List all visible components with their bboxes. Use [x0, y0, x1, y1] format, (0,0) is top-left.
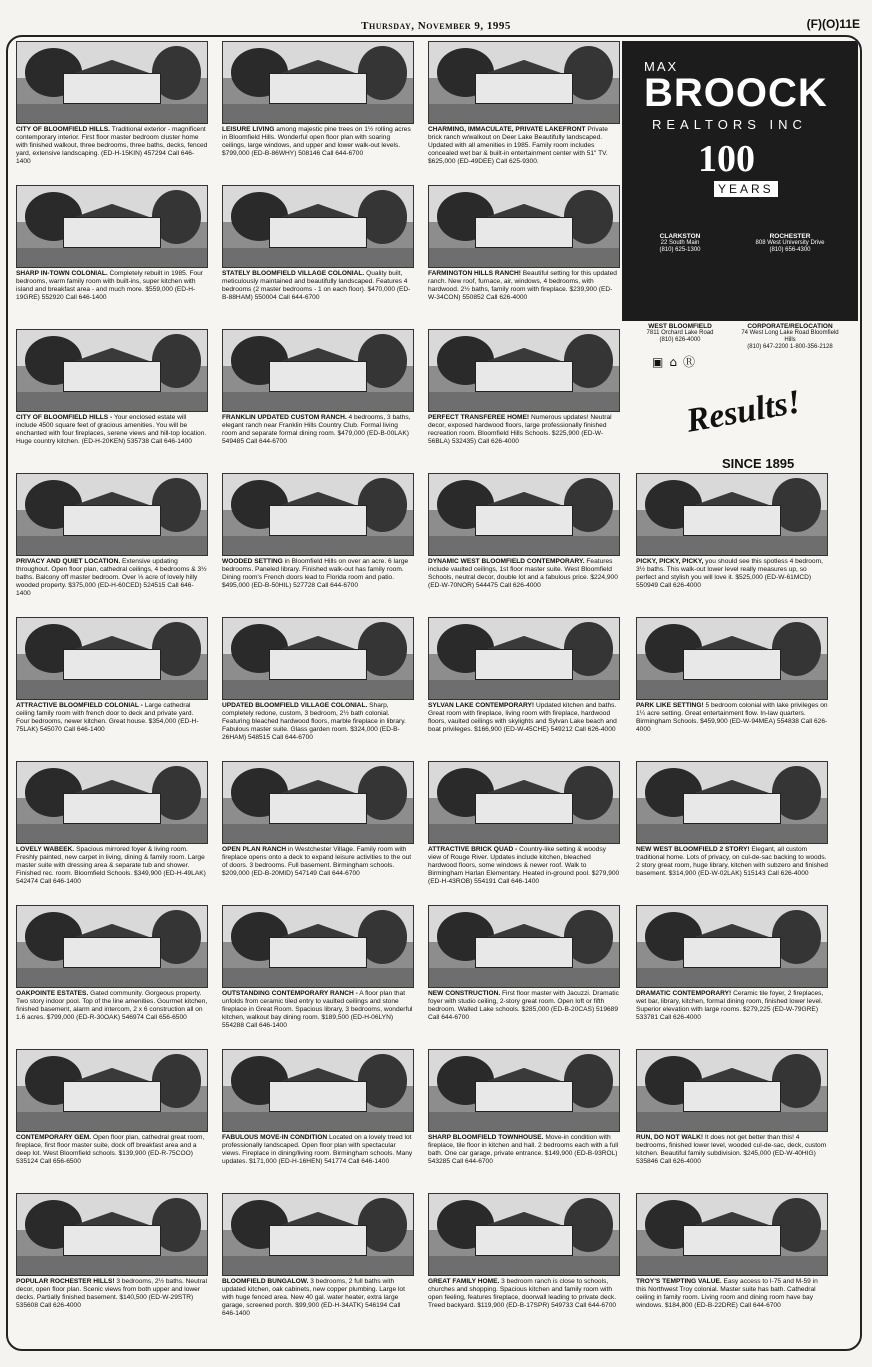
listing-caption [428, 558, 620, 590]
house-photo [16, 1049, 208, 1132]
listing-description: First floor master with Jacuzzi. Dramatic foyer with studio ceiling, 2-story great room. Open loft or fifth bedroom. Walled Lake schools. $285,000 (ED-B-20CAS) 519689 Call 644-6700 [428, 990, 619, 1021]
listing-headline: POPULAR ROCHESTER HILLS! [16, 1278, 115, 1285]
anniversary-number: 100 [698, 138, 755, 180]
house-photo [222, 1049, 414, 1132]
house-photo [222, 41, 414, 124]
listing-description: in Westchester Village. Family room with fireplace opens onto a deck to expand leisure activities to the out of doors. 3 bedrooms. Full basement. Birmingham schools. $209,000 (ED-B-20MID) 547149 Call 644-6700 [222, 846, 412, 877]
listing-card [222, 329, 414, 472]
listing-description: Open floor plan, cathedral great room, fireplace, first floor master suite, dock off breakfast area and a deep lot. West Bloomfield schools. $139,900 (ED-R-75COO) 535124 Call 656-6500 [16, 1134, 205, 1165]
listing-headline: PARK LIKE SETTING! [636, 702, 704, 709]
listing-description: It does not get better than this! 4 bedrooms, finished lower level, wooded cul-de-sac, deck, custom kitchen. Beautiful family subdivision. $245,000 (ED-W-40HIG) 535846 Call 626-4000 [636, 1134, 827, 1165]
listing-card [222, 617, 414, 760]
listing-description: Numerous updates! Neutral decor, exposed hardwood floors, large professionally finished recreation room. Bloomfield Hills Schools. $225,900 (ED-W-56BLA) 532435) Call 626-4000 [428, 414, 612, 445]
listing-card [636, 617, 828, 760]
logo-brand-text: BROOCK [644, 71, 828, 115]
listing-card [16, 1193, 208, 1336]
house-photo [428, 905, 620, 988]
listing-description: Located on a lovely treed lot professionally landscaped. Open floor plan with spectacular views. Fireplace in dining/living room. Birmingham schools. Many updates. $171,000 (ED-H-16HEN) 541774 Call 646-1400 [222, 1134, 413, 1165]
listing-caption [428, 846, 620, 886]
listing-headline: NEW WEST BLOOMFIELD 2 STORY! [636, 846, 750, 853]
office-rochester: ROCHESTER 808 West University Drive (810) 656-4300 [755, 233, 825, 253]
listing-caption [222, 270, 414, 302]
listing-headline: UPDATED BLOOMFIELD VILLAGE COLONIAL. [222, 702, 368, 709]
listing-headline: PERFECT TRANSFEREE HOME! [428, 414, 530, 421]
office-west-bloomfield: WEST BLOOMFIELD 7811 Orchard Lake Road (810) 626-4000 [646, 323, 714, 343]
listing-caption [428, 1134, 620, 1166]
listing-headline: FARMINGTON HILLS RANCH! [428, 270, 521, 277]
listing-headline: PRIVACY AND QUIET LOCATION. [16, 558, 121, 565]
listing-description: Quality built, meticulously maintained and beautifully landscaped. Features 4 bedrooms (2 master bedrooms - 1 on each floor). $470,000 (ED-B-88HAM) 550004 Call 644-6700 [222, 270, 411, 301]
listing-caption [222, 558, 414, 590]
listing-headline: PICKY, PICKY, PICKY, [636, 558, 704, 565]
listing-description: Your enclosed estate will include 4500 square feet of gracious amenities. You will be enchanted with four fireplaces, serene views and hill-top location. Huge country kitchen. (ED-H-20KEN) 535738 Call 646-1400 [16, 414, 207, 445]
listing-caption [428, 702, 620, 734]
house-photo [222, 905, 414, 988]
listing-caption [428, 126, 620, 166]
house-photo [428, 185, 620, 268]
listing-card [16, 329, 208, 472]
listing-description: Features include vaulted ceilings, 1st floor master suite. West Bloomfield Schools, neutral decor, double lot and a fabulous price. $224,900 (ED-W-70NOR) 544475 Call 626-4000 [428, 558, 618, 589]
listing-caption [16, 1134, 208, 1166]
listing-caption [222, 846, 414, 878]
listing-description: 4 bedrooms, 3 baths, elegant ranch near Franklin Hills Country Club. Formal living room and separate formal dining room. $479,000 (ED-B-00LAK) 549485 Call 644-6700 [222, 414, 411, 445]
listing-card [222, 1049, 414, 1192]
house-photo [16, 617, 208, 700]
listing-card [636, 1049, 828, 1192]
listing-card [222, 185, 414, 328]
listing-description: 3 bedrooms, 2½ baths. Neutral decor, open floor plan. Scenic views from both upper and lower decks. Partially finished basement. $140,500 (ED-W-29STR) 535608 Call 626-4000 [16, 1278, 207, 1309]
listing-card [16, 617, 208, 760]
listing-headline: FRANKLIN UPDATED CUSTOM RANCH. [222, 414, 347, 421]
listing-card [428, 41, 620, 184]
house-photo [428, 1193, 620, 1276]
house-photo [636, 761, 828, 844]
listing-description: Beautiful setting for this updated ranch. New roof, furnace, air, windows, 4 bedrooms, with hardwood. 2½ baths, family room with fireplace. $239,900 (ED-W-34CON) 550852 Call 626-4000 [428, 270, 617, 301]
house-photo [428, 473, 620, 556]
listing-caption [428, 990, 620, 1022]
listing-caption [428, 270, 620, 302]
listing-headline: CHARMING, IMMACULATE, PRIVATE LAKEFRONT [428, 126, 586, 133]
listing-headline: CONTEMPORARY GEM. [16, 1134, 92, 1141]
house-photo [428, 41, 620, 124]
listing-headline: SHARP BLOOMFIELD TOWNHOUSE. [428, 1134, 544, 1141]
listing-caption [16, 414, 208, 446]
listing-headline: BLOOMFIELD BUNGALOW. [222, 1278, 309, 1285]
office-corporate: CORPORATE/RELOCATION 74 West Long Lake Road Bloomfield Hills (810) 647-2200 1-800-356-2128 [741, 323, 839, 350]
listing-description: 5 bedroom colonial with lake privileges on 1¼ acre setting. Great entertainment flow. In-law quarters. Birmingham Schools. $459,900 (ED-W-94MEA) 554838 Call 626-4000 [636, 702, 828, 733]
listing-description: Traditional exterior - magnificent contemporary interior. First floor master bedroom cluster home with finished walkout, three bedrooms, three baths, decks, fenced yard, extensive landscaping. (ED-H-15KIN) 457294 Call 646-1400 [16, 126, 208, 165]
listing-card [222, 1193, 414, 1336]
listing-description: you should see this spotless 4 bedroom, 3½ baths. This walk-out lower level really measures up, so perfect and stylish you will love it. $525,000 (ED-W-61MCD) 550949 Call 626-4000 [636, 558, 823, 589]
listing-headline: DRAMATIC CONTEMPORARY! [636, 990, 732, 997]
realtor-icon: Ⓡ [682, 355, 701, 369]
house-photo [636, 1049, 828, 1132]
listing-headline: LOVELY WABEEK. [16, 846, 75, 853]
listing-caption [16, 702, 208, 734]
listing-card [16, 185, 208, 328]
house-photo [222, 185, 414, 268]
listing-description: 3 bedrooms, 2 full baths with updated kitchen, oak cabinets, new copper plumbing. Large lot with huge fenced area. New 40 gal. water heater, extra large garage, screened porch. $99,900 (ED-H-34ATK) 546194 Call 646-1400 [222, 1278, 405, 1317]
listing-description: Extensive updating throughout. Open floor plan, cathedral ceilings, 4 bedrooms & 3½ baths. Balcony off master bedroom. Over ⅓ acre of lovely hilly wooded property. $375,000 (ED-H-60CED) 524515 Call 646-1400 [16, 558, 207, 597]
listing-card [636, 905, 828, 1048]
house-photo [16, 761, 208, 844]
equal-housing-icon: ⌂ [669, 355, 683, 369]
listing-card [222, 905, 414, 1048]
listing-card [428, 1193, 620, 1336]
listing-caption [222, 702, 414, 742]
listing-headline: GREAT FAMILY HOME. [428, 1278, 500, 1285]
listing-caption [16, 1278, 208, 1310]
listing-description: 3 bedroom ranch is close to schools, churches and shopping. Spacious kitchen and family room with open feeling, features fireplace, doorwall leading to private deck. Treed backyard. $119,900 (ED-B-17SPR) 549733 Call 644-6700 [428, 1278, 617, 1309]
listing-card [16, 1049, 208, 1192]
house-photo [636, 617, 828, 700]
house-photo [16, 329, 208, 412]
listing-card [428, 617, 620, 760]
listing-description: among majestic pine trees on 1½ rolling acres in Bloomfield Hills. Wonderful open floor plan with soaring ceilings, large windows, and upper and lower walk-out levels. $799,000 (ED-B-86WHY) 508146 Call 644-6700 [222, 126, 411, 157]
listing-description: Easy access to I-75 and M-59 in this Northwest Troy colonial. Master suite has bath. Cathedral ceiling in family room. Living room and dining room have bay windows. $184,800 (ED-B-22DRE) Call 644-6700 [636, 1278, 818, 1309]
broker-ad [622, 41, 858, 501]
page-number: (F)(O)11E [806, 17, 860, 31]
listing-card [428, 185, 620, 328]
house-photo [428, 617, 620, 700]
listing-caption [16, 990, 208, 1022]
listing-card [636, 1193, 828, 1336]
listing-headline: OAKPOINTE ESTATES. [16, 990, 89, 997]
listing-card [428, 329, 620, 472]
listing-card [16, 905, 208, 1048]
house-photo [16, 185, 208, 268]
listing-caption [428, 1278, 620, 1310]
listing-description: Spacious mirrored foyer & living room. Freshly painted, new carpet in living, dining & family room. Large master suite with dressing area & separate tub and shower. Finished rec. room. Bloomfield Schools. $349,900 (ED-H-49LAK) 542474 Call 646-1400 [16, 846, 206, 885]
listing-caption [636, 558, 828, 590]
listing-caption [222, 126, 414, 158]
issue-date: Thursday, November 9, 1995 [361, 20, 511, 32]
listing-headline: CITY OF BLOOMFIELD HILLS. [16, 126, 111, 133]
listing-headline: OPEN PLAN RANCH [222, 846, 287, 853]
brand-logo [622, 41, 858, 321]
listing-caption [222, 414, 414, 446]
house-photo [222, 329, 414, 412]
mls-icon: ▣ [652, 355, 670, 369]
listing-description: Elegant, all custom traditional home. Lots of privacy, on cul-de-sac backing to woods. 2 story great room, huge library, kitchen with subzero and finished basement. $314,900 (ED-W-02LAK) 515143 Call 626-4000 [636, 846, 828, 877]
listing-headline: WOODED SETTING [222, 558, 283, 565]
page-header [0, 0, 872, 34]
page-bottom-margin [0, 1352, 872, 1367]
listing-description: Country-like setting & woodsy view of Rouge River. Updates include kitchen, bleached hardwood floors, some windows & newer roof. Walk to Birmingham Harlan Elementary. Heated in-ground pool. $279,900 (ED-H-43ROB) 554191 Call 646-1400 [428, 846, 620, 885]
results-slogan: Results! [683, 383, 804, 440]
listing-description: Move-in condition with fireplace, tile floor in kitchen and hall. 2 bedrooms each with a full bath. One car garage, private entrance. $149,900 (ED-B-93ROL) 543285 Call 644-6700 [428, 1134, 619, 1165]
listing-headline: RUN, DO NOT WALK! [636, 1134, 704, 1141]
listing-headline: FABULOUS MOVE-IN CONDITION [222, 1134, 328, 1141]
listing-description: in Bloomfield Hills on over an acre. 6 large bedrooms. Paneled library. Finished walk-out has family room. Dining room's French doors lead to Florida room and patio. $495,000 (ED-B-50HIL) 527728 Call 644-6700 [222, 558, 409, 589]
listing-card [428, 1049, 620, 1192]
listing-caption [428, 414, 620, 446]
listing-description: Gated community. Gorgeous property. Two story indoor pool. Top of the line amenities. Gourmet kitchen, finished basement, alarm and intercom, 2 x 6 construction all on 1.6 acres. $799,000 (ED-R-30OAK) 546974 Call 656-6500 [16, 990, 208, 1021]
house-photo [636, 905, 828, 988]
listing-card [16, 761, 208, 904]
office-clarkston: CLARKSTON 22 South Main (810) 625-1300 [659, 233, 701, 253]
listing-headline: OUTSTANDING CONTEMPORARY RANCH - [222, 990, 358, 997]
listing-card [16, 473, 208, 616]
house-photo [16, 905, 208, 988]
listing-card [222, 41, 414, 184]
listing-caption [16, 846, 208, 886]
listing-headline: DYNAMIC WEST BLOOMFIELD CONTEMPORARY. [428, 558, 585, 565]
listing-description: Sharp, completely redone, custom, 3 bedroom, 2½ bath colonial. Featuring bleached hardwood floors, marble fireplace in library. Fabulous master suite. Glass garden room. $324,000 (ED-B-26HAM) 548515 Call 644-6700 [222, 702, 406, 741]
listing-headline: SHARP IN-TOWN COLONIAL. [16, 270, 108, 277]
listing-description: Private brick ranch w/walkout on Deer Lake Beautifully landscaped. Updated with all amenities in 1985. Family room includes concealed wet bar & built-in entertainment center with 51" TV. $625,000 (ED-49DEE) Call 625-9300. [428, 126, 608, 165]
house-photo [222, 761, 414, 844]
listing-caption [636, 846, 828, 878]
listing-caption [636, 702, 828, 734]
listing-caption [636, 990, 828, 1022]
listing-caption [16, 126, 208, 166]
listing-caption [222, 990, 414, 1030]
listing-card [428, 473, 620, 616]
house-photo [428, 329, 620, 412]
logo-max-text: MAX [644, 59, 679, 74]
house-photo [428, 1049, 620, 1132]
listing-card [222, 473, 414, 616]
listing-caption [16, 558, 208, 598]
house-photo [222, 617, 414, 700]
listing-description: Completely rebuilt in 1985. Four bedrooms, warm family room with built-ins, super kitchen with island and breakfast area - and much more. $559,000 (ED-H-19GRE) 552920 Call 646-1400 [16, 270, 204, 301]
anniversary-years: YEARS [714, 181, 778, 197]
listing-headline: CITY OF BLOOMFIELD HILLS - [16, 414, 113, 421]
listing-caption [16, 270, 208, 302]
listing-headline: NEW CONSTRUCTION. [428, 990, 501, 997]
listing-caption [636, 1278, 828, 1310]
listing-headline: STATELY BLOOMFIELD VILLAGE COLONIAL. [222, 270, 365, 277]
listing-description: Ceramic tile foyer, 2 fireplaces, wet bar, library, kitchen, formal dining room, finished lower level. Superior elevation with large rooms. $279,225 (ED-W-79GRE) 533781 Call 626-4000 [636, 990, 824, 1021]
listing-headline: ATTRACTIVE BRICK QUAD - [428, 846, 518, 853]
listing-headline: LEISURE LIVING [222, 126, 275, 133]
house-photo [428, 761, 620, 844]
listing-caption [222, 1278, 414, 1318]
listing-card [428, 761, 620, 904]
logo-realtors-text: REALTORS INC [652, 117, 807, 132]
listing-headline: ATTRACTIVE BLOOMFIELD COLONIAL - [16, 702, 143, 709]
listing-caption [222, 1134, 414, 1166]
house-photo [222, 1193, 414, 1276]
listing-caption [636, 1134, 828, 1166]
listing-description: Large cathedral ceiling family room with french door to deck and private yard. Four bedrooms, newer kitchen. Great house. $354,000 (ED-H-75LAK) 545070 Call 646-1400 [16, 702, 199, 733]
house-photo [222, 473, 414, 556]
listing-card [16, 41, 208, 184]
listing-description: A floor plan that unfolds from ceramic tiled entry to vaulted ceilings and stone fireplace in Great Room. Spacious library, 3 bedrooms, wonderful kitchen, walkout bay dining room. $189,500 (ED-H-06LYN) 554288 Call 646-1400 [222, 990, 413, 1029]
house-photo [16, 473, 208, 556]
listing-card [428, 905, 620, 1048]
listing-description: Updated kitchen and baths. Great room with fireplace, living room with fireplace, hardwood floors, vaulted ceilings with skylights and Sylvan Lake beach and boat privileges. $166,900 (ED-W-45CHE) 549212 Call 626-4000 [428, 702, 617, 733]
house-photo [636, 1193, 828, 1276]
listings-panel [6, 35, 862, 1351]
listing-headline: TROY'S TEMPTING VALUE. [636, 1278, 722, 1285]
house-photo [16, 41, 208, 124]
house-photo [16, 1193, 208, 1276]
listing-card [222, 761, 414, 904]
listing-headline: SYLVAN LAKE CONTEMPORARY! [428, 702, 535, 709]
listing-card [636, 761, 828, 904]
equal-housing-icons [652, 353, 701, 370]
since-tagline: SINCE 1895 [722, 456, 795, 471]
